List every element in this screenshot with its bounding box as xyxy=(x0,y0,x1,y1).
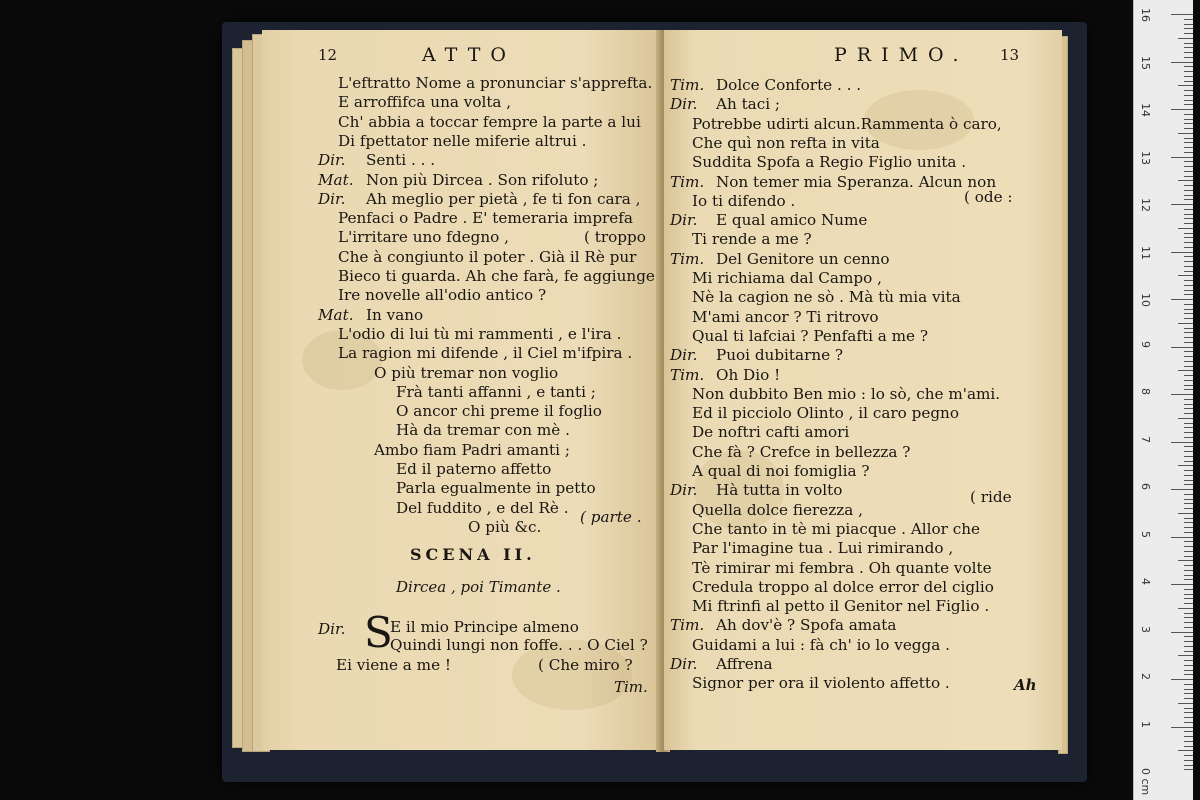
ruler-tick xyxy=(1184,71,1193,72)
ruler-tick xyxy=(1178,513,1193,514)
ruler-tick xyxy=(1184,769,1193,770)
verse-line: Bieco ti guarda. Ah che farà, fe aggiunge xyxy=(338,267,655,285)
ruler-tick xyxy=(1184,499,1193,500)
speaker-label: Tim. xyxy=(670,365,705,384)
ruler-tick xyxy=(1171,489,1193,490)
verse-line: Ed il picciolo Olinto , il caro pegno xyxy=(692,404,959,423)
ruler-tick xyxy=(1184,43,1193,44)
verse-line: O ancor chi preme il foglio xyxy=(396,402,602,421)
ruler-tick xyxy=(1184,651,1193,652)
ruler-tick xyxy=(1184,736,1193,737)
che-miro-note: ( Che miro ? xyxy=(538,656,633,674)
ruler-tick xyxy=(1178,608,1193,609)
ruler-tick xyxy=(1171,394,1193,395)
verse-line: Oh Dio ! xyxy=(716,365,781,384)
verse-line: Che fà ? Crefce in bellezza ? xyxy=(692,442,911,461)
verse-line: Penfaci o Padre . E' temeraria imprefa xyxy=(338,209,633,228)
speaker-label: Mat. xyxy=(318,170,354,189)
ruler-tick xyxy=(1184,404,1193,405)
ruler-tick xyxy=(1184,423,1193,424)
verse-line: Hà da tremar con mè . xyxy=(396,421,570,440)
scene-line: Ei viene a me ! xyxy=(336,656,451,674)
ruler-tick xyxy=(1184,318,1193,319)
ruler-tick xyxy=(1184,285,1193,286)
ruler-tick xyxy=(1184,660,1193,661)
ruler-tick xyxy=(1184,741,1193,742)
verse-line: Ch' abbia a toccar fempre la parte a lui xyxy=(338,112,641,131)
ruler-tick xyxy=(1184,52,1193,53)
ruler-tick xyxy=(1171,299,1193,300)
verse-line: M'ami ancor ? Ti ritrovo xyxy=(692,307,879,326)
ruler-tick xyxy=(1184,185,1193,186)
speaker-label: Tim. xyxy=(670,616,705,635)
ruler-tick xyxy=(1184,556,1193,557)
scene-line: Quindi lungi non foffe. . . O Ciel ? xyxy=(390,636,648,654)
verse-line: Del Genitore un cenno xyxy=(716,249,890,268)
ruler-tick xyxy=(1184,66,1193,67)
ruler-tick xyxy=(1184,266,1193,267)
verse-line: Frà tanti affanni , e tanti ; xyxy=(396,382,596,401)
ruler-tick xyxy=(1178,655,1193,656)
ruler-tick xyxy=(1184,95,1193,96)
running-header-right: PRIMO. xyxy=(834,44,969,66)
verse-line: Puoi dubitarne ? xyxy=(716,346,844,365)
ruler-tick xyxy=(1184,28,1193,29)
speaker-label: Dir. xyxy=(318,151,346,170)
ruler-tick xyxy=(1184,617,1193,618)
speaker-label: Tim. xyxy=(670,172,705,191)
page-number-right: 13 xyxy=(1000,46,1020,64)
verse-line: Ah taci ; xyxy=(716,95,781,114)
ruler-tick xyxy=(1184,522,1193,523)
verse-line: O più tremar non voglio xyxy=(374,363,559,382)
ruler-tick xyxy=(1178,38,1193,39)
ruler-label: 12 xyxy=(1139,198,1152,212)
scene-title: SCENA II. xyxy=(410,545,536,564)
ruler-label: 0 cm xyxy=(1139,768,1152,796)
verse-line: Ire novelle all'odio antico ? xyxy=(338,286,547,305)
ruler-tick xyxy=(1184,195,1193,196)
ruler-tick xyxy=(1184,223,1193,224)
ruler-tick xyxy=(1184,731,1193,732)
speaker-label: Tim. xyxy=(670,249,705,268)
verse-line: Che à congiunto il poter . Già il Rè pur xyxy=(338,247,637,266)
ruler-tick xyxy=(1184,746,1193,747)
ruler-tick xyxy=(1184,456,1193,457)
ruler-tick xyxy=(1184,119,1193,120)
ruler-tick xyxy=(1184,104,1193,105)
verse-line: Io ti difendo . xyxy=(692,191,796,210)
ruler-label: 4 xyxy=(1139,578,1152,585)
ruler-tick xyxy=(1184,598,1193,599)
ruler-tick xyxy=(1184,494,1193,495)
ruler-tick xyxy=(1171,14,1193,15)
ruler-tick xyxy=(1178,275,1193,276)
ruler-label: 13 xyxy=(1139,150,1152,165)
ruler-tick xyxy=(1184,342,1193,343)
ruler-tick xyxy=(1184,570,1193,571)
ruler-tick xyxy=(1184,437,1193,438)
verse-line: Credula troppo al dolce error del ciglio xyxy=(692,577,994,596)
ruler-tick xyxy=(1184,622,1193,623)
verse-line: Non dubbito Ben mio : lo sò, che m'ami. xyxy=(692,384,1001,403)
ruler-tick xyxy=(1184,247,1193,248)
verse-line: Guidami a lui : fà ch' io lo vegga . xyxy=(692,635,950,654)
ruler-tick xyxy=(1184,446,1193,447)
ruler-tick xyxy=(1178,703,1193,704)
verse-line: Che quì non refta in vita xyxy=(692,133,880,152)
ruler-tick xyxy=(1184,684,1193,685)
verse-line: Parla egualmente in petto xyxy=(396,479,596,498)
ruler-tick xyxy=(1184,432,1193,433)
ruler-tick xyxy=(1184,161,1193,162)
ruler-tick xyxy=(1184,451,1193,452)
verse-line: Nè la cagion ne sò . Mà tù mia vita xyxy=(692,288,961,307)
ruler-label: 9 xyxy=(1139,340,1152,348)
ruler-tick xyxy=(1184,128,1193,129)
ruler-tick xyxy=(1178,370,1193,371)
verse-line: L'odio di lui tù mi rammenti , e l'ira . xyxy=(338,324,622,343)
ride-note: ( ride xyxy=(970,488,1012,506)
ruler-tick xyxy=(1178,323,1193,324)
ruler-tick xyxy=(1171,679,1193,680)
ruler-tick xyxy=(1171,62,1193,63)
ruler-label: 15 xyxy=(1139,55,1152,70)
verse-line: De noftri cafti amori xyxy=(692,423,850,442)
ruler-tick xyxy=(1184,57,1193,58)
verse-line: Ah dov'è ? Spofa amata xyxy=(716,616,897,635)
ruler-tick xyxy=(1184,641,1193,642)
ruler-label: 5 xyxy=(1139,530,1152,538)
ruler-label: 2 xyxy=(1139,673,1152,680)
verse-line: L'irritare uno fdegno , xyxy=(338,228,509,247)
verse-line: Non più Dircea . Son rifoluto ; xyxy=(366,170,599,189)
ruler-tick xyxy=(1184,518,1193,519)
ruler-tick xyxy=(1184,81,1193,82)
ruler-tick xyxy=(1184,399,1193,400)
verse-line: Che tanto in tè mi piacque . Allor che xyxy=(692,519,981,538)
ruler-tick xyxy=(1184,603,1193,604)
ruler-tick xyxy=(1184,256,1193,257)
ruler-tick xyxy=(1184,589,1193,590)
ruler-label: 7 xyxy=(1139,435,1152,443)
ruler-tick xyxy=(1184,123,1193,124)
speaker-label: Mat. xyxy=(318,305,354,324)
ruler-tick xyxy=(1184,575,1193,576)
ruler-label: 10 xyxy=(1139,293,1152,307)
verse-line: In vano xyxy=(366,305,424,324)
ruler-tick xyxy=(1171,204,1193,205)
ruler-tick xyxy=(1184,712,1193,713)
ruler-tick xyxy=(1184,76,1193,77)
verse-line: Quella dolce fierezza , xyxy=(692,500,863,519)
ruler-tick xyxy=(1184,594,1193,595)
ruler-tick xyxy=(1178,133,1193,134)
ruler-tick xyxy=(1184,271,1193,272)
ruler-tick xyxy=(1184,484,1193,485)
parte-note: ( parte . xyxy=(580,508,642,526)
ruler-tick xyxy=(1184,385,1193,386)
ruler-tick xyxy=(1184,199,1193,200)
ruler-tick xyxy=(1171,347,1193,348)
ruler-tick xyxy=(1171,727,1193,728)
ruler-tick xyxy=(1184,147,1193,148)
ruler-tick xyxy=(1184,765,1193,766)
ruler-tick xyxy=(1184,760,1193,761)
page-number-left: 12 xyxy=(318,46,338,64)
verse-line: Potrebbe udirti alcun.Rammenta ò caro, xyxy=(692,114,1002,133)
verse-line: O più &c. xyxy=(468,517,542,536)
ruler-label: 3 xyxy=(1139,625,1152,633)
verse-line: Hà tutta in volto xyxy=(716,481,843,500)
verse-line: Affrena xyxy=(716,655,773,673)
ruler-tick xyxy=(1184,546,1193,547)
ruler-tick xyxy=(1184,218,1193,219)
verse-line: Ed il paterno affetto xyxy=(396,460,552,478)
ruler-tick xyxy=(1184,427,1193,428)
verse-line: Dolce Conforte . . . xyxy=(716,76,862,94)
ruler-tick xyxy=(1184,294,1193,295)
scene-line: E il mio Principe almeno xyxy=(390,618,579,636)
speaker-label: Dir. xyxy=(670,346,698,365)
ruler-tick xyxy=(1184,209,1193,210)
ruler-tick xyxy=(1184,541,1193,542)
ruler-tick xyxy=(1184,627,1193,628)
ruler-tick xyxy=(1184,389,1193,390)
verse-line: Di fpettator nelle miferie altrui . xyxy=(338,131,587,150)
ruler-tick xyxy=(1184,480,1193,481)
ruler-tick xyxy=(1178,180,1193,181)
ruler-tick xyxy=(1178,418,1193,419)
ruler-tick xyxy=(1184,214,1193,215)
ruler-tick xyxy=(1184,674,1193,675)
ruler-tick xyxy=(1184,366,1193,367)
ruler-tick xyxy=(1184,503,1193,504)
ruler-tick xyxy=(1184,114,1193,115)
verse-line: Mi richiama dal Campo , xyxy=(692,269,882,287)
ruler-tick xyxy=(1171,109,1193,110)
ruler-tick xyxy=(1184,722,1193,723)
verse-line: Suddita Spofa a Regio Figlio unita . xyxy=(692,153,967,172)
verse-line: Signor per ora il violento affetto . xyxy=(692,674,950,693)
ruler-tick xyxy=(1171,584,1193,585)
verse-line: L'eftratto Nome a pronunciar s'apprefta. xyxy=(338,74,653,92)
ruler-tick xyxy=(1184,532,1193,533)
measuring-ruler xyxy=(1133,0,1193,800)
ruler-tick xyxy=(1184,142,1193,143)
right-page xyxy=(664,30,1062,750)
ruler-tick xyxy=(1184,309,1193,310)
verse-line: Senti . . . xyxy=(366,151,436,170)
ruler-label: 6 xyxy=(1139,483,1152,490)
ruler-tick xyxy=(1184,304,1193,305)
ruler-label: 11 xyxy=(1139,245,1152,260)
verse-line: Non temer mia Speranza. Alcun non xyxy=(716,172,997,191)
verse-line: Del fuddito , e del Rè . xyxy=(396,498,569,517)
catchword-left: Tim. xyxy=(614,678,648,696)
ruler-tick xyxy=(1184,461,1193,462)
running-header-left: ATTO xyxy=(422,44,516,66)
ruler-tick xyxy=(1184,171,1193,172)
ruler-tick xyxy=(1184,375,1193,376)
catchword-right: Ah xyxy=(1014,676,1037,694)
ruler-label: 1 xyxy=(1139,720,1152,728)
ruler-tick xyxy=(1184,717,1193,718)
ruler-label: 16 xyxy=(1139,8,1152,22)
ruler-tick xyxy=(1184,755,1193,756)
speaker-label: Dir. xyxy=(670,481,698,500)
ruler-tick xyxy=(1184,565,1193,566)
verse-line: Ambo fiam Padri amanti ; xyxy=(374,440,570,459)
ruler-tick xyxy=(1184,551,1193,552)
ruler-tick xyxy=(1184,237,1193,238)
speaker-label: Dir. xyxy=(670,211,698,230)
ruler-tick xyxy=(1184,47,1193,48)
verse-line: Tè rimirar mi fembra . Oh quante volte xyxy=(692,558,992,577)
verse-line: Ti rende a me ? xyxy=(692,230,812,249)
verse-line: Mi ftrinfi al petto il Genitor nel Figlio . xyxy=(692,597,990,616)
ruler-tick xyxy=(1184,470,1193,471)
ruler-tick xyxy=(1184,413,1193,414)
ruler-tick xyxy=(1184,313,1193,314)
ruler-tick xyxy=(1184,475,1193,476)
left-page xyxy=(262,30,662,750)
ruler-tick xyxy=(1184,166,1193,167)
ruler-tick xyxy=(1184,152,1193,153)
ruler-tick xyxy=(1184,508,1193,509)
ruler-tick xyxy=(1184,290,1193,291)
ruler-tick xyxy=(1184,233,1193,234)
ruler-tick xyxy=(1184,19,1193,20)
ruler-tick xyxy=(1178,465,1193,466)
speaker-label: Dir. xyxy=(670,655,698,673)
ruler-tick xyxy=(1184,579,1193,580)
ruler-tick xyxy=(1184,698,1193,699)
ruler-tick xyxy=(1184,689,1193,690)
scene-persons: Dircea , poi Timante . xyxy=(396,578,561,596)
verse-line: Ah meglio per pietà , fe ti fon cara , xyxy=(366,189,641,208)
ruler-tick xyxy=(1184,646,1193,647)
ruler-tick xyxy=(1184,280,1193,281)
ruler-tick xyxy=(1184,337,1193,338)
ruler-label: 8 xyxy=(1139,388,1152,395)
ruler-tick xyxy=(1184,361,1193,362)
ruler-tick xyxy=(1184,138,1193,139)
ruler-tick xyxy=(1184,670,1193,671)
ruler-tick xyxy=(1184,356,1193,357)
ruler-tick xyxy=(1184,176,1193,177)
ruler-tick xyxy=(1184,242,1193,243)
verse-line: E qual amico Nume xyxy=(716,211,868,230)
ruler-tick xyxy=(1184,24,1193,25)
ode-note: ( ode : xyxy=(964,188,1013,206)
verse-line: E arroffifca una volta , xyxy=(338,93,512,112)
ruler-label: 14 xyxy=(1139,103,1152,117)
speaker-label: Dir. xyxy=(318,189,346,208)
ruler-tick xyxy=(1184,100,1193,101)
ruler-tick xyxy=(1184,351,1193,352)
ruler-tick xyxy=(1184,708,1193,709)
ruler-tick xyxy=(1184,33,1193,34)
drop-cap: S xyxy=(364,608,393,657)
ruler-tick xyxy=(1184,408,1193,409)
speaker-label: Dir. xyxy=(670,95,698,114)
troppo-note: ( troppo xyxy=(584,228,646,246)
ruler-tick xyxy=(1171,537,1193,538)
ruler-tick xyxy=(1184,636,1193,637)
ruler-tick xyxy=(1171,252,1193,253)
ruler-tick xyxy=(1184,613,1193,614)
verse-line: Qual ti lafciai ? Penfafti a me ? xyxy=(692,326,928,345)
verse-line: La ragion mi difende , il Ciel m'ifpira . xyxy=(338,344,633,363)
ruler-tick xyxy=(1178,560,1193,561)
ruler-tick xyxy=(1184,90,1193,91)
verse-line: A qual di noi fomiglia ? xyxy=(692,462,870,480)
ruler-tick xyxy=(1184,328,1193,329)
ruler-tick xyxy=(1184,693,1193,694)
speaker-label: Tim. xyxy=(670,76,705,94)
ruler-tick xyxy=(1184,527,1193,528)
ruler-tick xyxy=(1184,190,1193,191)
ruler-tick xyxy=(1178,750,1193,751)
scene-speaker: Dir. xyxy=(318,620,346,638)
ruler-tick xyxy=(1178,228,1193,229)
ruler-tick xyxy=(1184,261,1193,262)
ruler-tick xyxy=(1171,442,1193,443)
verse-line: Par l'imagine tua . Lui rimirando , xyxy=(692,539,954,558)
ruler-tick xyxy=(1171,632,1193,633)
ruler-tick xyxy=(1178,85,1193,86)
ruler-tick xyxy=(1171,157,1193,158)
ruler-tick xyxy=(1184,380,1193,381)
ruler-tick xyxy=(1184,665,1193,666)
ruler-tick xyxy=(1184,332,1193,333)
